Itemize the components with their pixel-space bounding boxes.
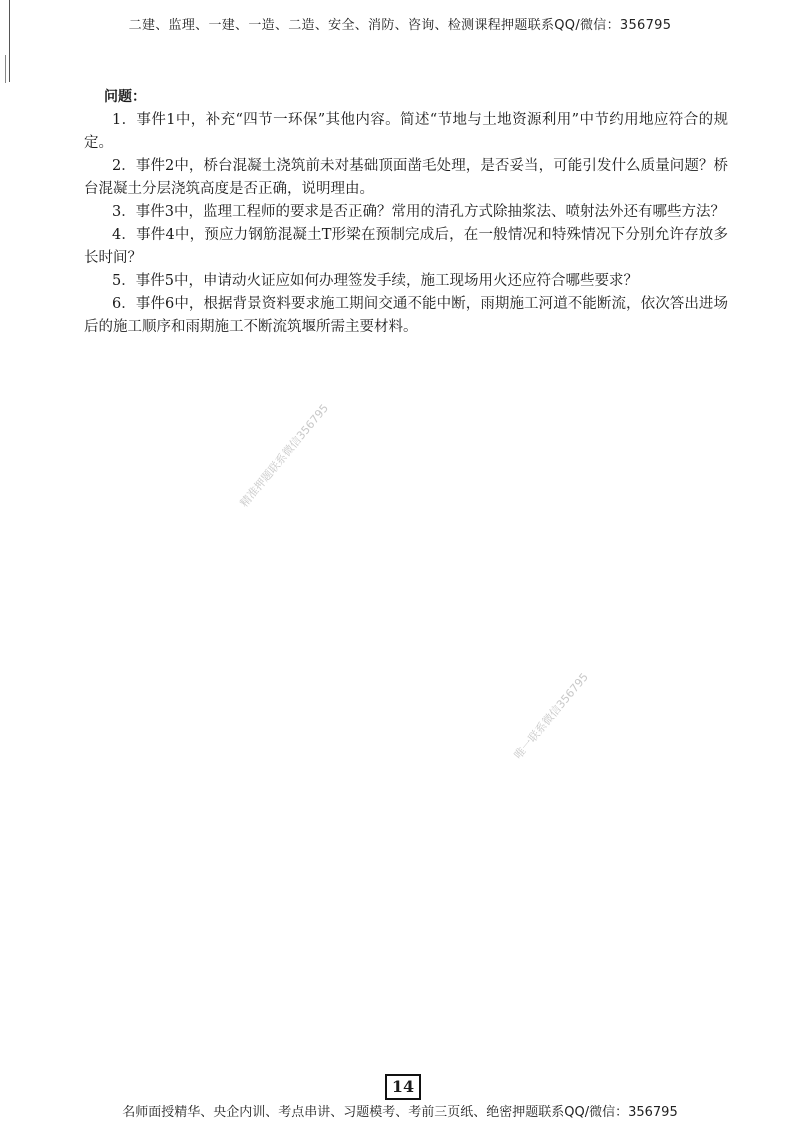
question-item: 6．事件6中，根据背景资料要求施工期间交通不能中断，雨期施工河道不能断流，依次答出进场后的施工顺序和雨期施工不断流筑堰所需主要材料。 <box>84 296 728 335</box>
left-margin-rule-secondary <box>5 55 6 83</box>
questions-heading: 问题： <box>104 89 146 105</box>
question-item: 4．事件4中，预应力钢筋混凝土T形梁在预制完成后，在一般情况和特殊情况下分别允许存放多长时间？ <box>84 227 728 266</box>
question-item: 3．事件3中，监理工程师的要求是否正确？常用的清孔方式除抽浆法、喷射法外还有哪些方法？ <box>112 204 725 220</box>
footer-banner: 名师面授精华、央企内训、考点串讲、习题模考、考前三页纸、绝密押题联系QQ/微信：356795 <box>122 1105 678 1120</box>
question-item: 5．事件5中，申请动火证应如何办理签发手续，施工现场用火还应符合哪些要求？ <box>112 273 638 289</box>
watermark-text: 唯一联系微信356795 <box>511 670 591 762</box>
questions-section <box>84 86 728 339</box>
watermark-text: 精准押题联系微信356795 <box>237 401 332 510</box>
page-number: 14 <box>385 1074 421 1100</box>
question-item: 2．事件2中，桥台混凝土浇筑前未对基础顶面凿毛处理，是否妥当，可能引发什么质量问题？桥台混凝土分层浇筑高度是否正确，说明理由。 <box>84 158 728 197</box>
header-banner: 二建、监理、一建、一造、二造、安全、消防、咨询、检测课程押题联系QQ/微信：356795 <box>128 18 672 33</box>
question-item: 1．事件1中，补充“四节一环保”其他内容。简述“节地与土地资源利用”中节约用地应符合的规定。 <box>84 112 728 151</box>
left-margin-rule <box>9 0 10 82</box>
